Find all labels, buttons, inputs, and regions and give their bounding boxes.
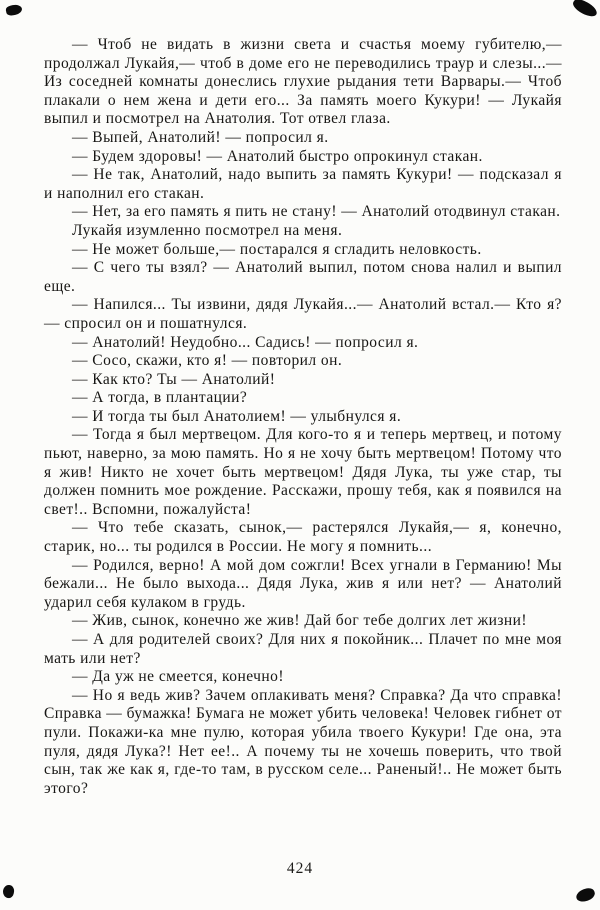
text-block bbox=[44, 36, 562, 798]
paragraph: — Выпей, Анатолий! — попросил я. bbox=[72, 128, 329, 146]
paragraph: — Да уж не смеется, конечно! bbox=[72, 668, 284, 686]
paragraph: — С чего ты взял? — Анатолий выпил, потом снова налил и выпил еще. bbox=[44, 259, 562, 295]
paragraph: — А тогда, в плантации? bbox=[72, 389, 248, 407]
paragraph: — Чтоб не видать в жизни света и счастья моему губителю,— продолжал Лукайя,— чтоб в доме его не переводились траур и слезы...— Из соседней комнаты донеслись глухие рыдания тети Варвары.— Чтоб плакали о нем жена и дети его... За память моего Кукури! — Лукайя выпил и посмотрел на Анатолия. Тот отвел глаза. bbox=[44, 36, 562, 128]
paragraph: — Напился... Ты извини, дядя Лукайя...— Анатолий встал.— Кто я? — спросил он и пошатнулся. bbox=[44, 296, 562, 332]
paragraph: — И тогда ты был Анатолием! — улыбнулся я. bbox=[72, 407, 402, 425]
paragraph: — Жив, сынок, конечно же жив! Дай бог тебе долгих лет жизни! bbox=[72, 612, 528, 630]
scan-artifact-top-right bbox=[571, 0, 600, 19]
paragraph: Лукайя изумленно посмотрел на меня. bbox=[72, 221, 343, 239]
paragraph: — А для родителей своих? Для них я покойник... Плачет по мне моя мать или нет? bbox=[44, 631, 562, 667]
paragraph: — Не так, Анатолий, надо выпить за память Кукури! — подсказал я и наполнил его стакан. bbox=[44, 166, 562, 202]
page-number: 424 bbox=[286, 860, 314, 877]
paragraph: — Сосо, скажи, кто я! — повторил он. bbox=[72, 352, 343, 370]
paragraph: — Нет, за его память я пить не стану! — Анатолий отодвинул стакан. bbox=[72, 203, 561, 221]
paragraph: — Как кто? Ты — Анатолий! bbox=[72, 370, 276, 388]
paragraph: — Анатолий! Неудобно... Садись! — попросил я. bbox=[72, 333, 419, 351]
paragraph: — Тогда я был мертвецом. Для кого-то я и теперь мертвец, и потому пьют, наверно, за мою память. Но я не хочу быть мертвецом! Потому что я жив! Никто не хочет быть мертвецом! Дядя Лука, ты уже стар, ты должен помнить мое рождение. Расскажи, прошу тебя, как я появился на свет!.. Вспомни, пожалуйста! bbox=[44, 426, 562, 518]
scan-artifact-top-left bbox=[5, 3, 23, 16]
paragraph: — Но я ведь жив? Зачем оплакивать меня? Справка? Да что справка! Справка — бумажка! Бумага не может убить человека! Человек гибнет от пули. Покажи-ка мне пулю, которая убила твоего Кукури! Где она, эта пуля, дядя Лука?! Нет ее!.. А почему ты не хочешь поверить, что твой сын, так же как я, где-то там, в русском селе... Раненый!.. Не может быть этого? bbox=[44, 686, 562, 797]
scan-artifact-bottom-right bbox=[575, 886, 597, 903]
scan-artifact-bottom-left bbox=[2, 884, 15, 899]
paragraph: — Будем здоровы! — Анатолий быстро опрокинул стакан. bbox=[72, 147, 483, 165]
paragraph: — Не может больше,— постарался я сгладить неловкость. bbox=[72, 240, 482, 258]
paragraph: — Что тебе сказать, сынок,— растерялся Лукайя,— я, конечно, старик, но... ты родился в России. Не могу я помнить... bbox=[44, 519, 562, 556]
paragraph: — Родился, верно! А мой дом сожгли! Всех угнали в Германию! Мы бежали... Не было выхода... Дядя Лука, жив я или нет? — Анатолий ударил себя кулаком в грудь. bbox=[44, 556, 562, 611]
